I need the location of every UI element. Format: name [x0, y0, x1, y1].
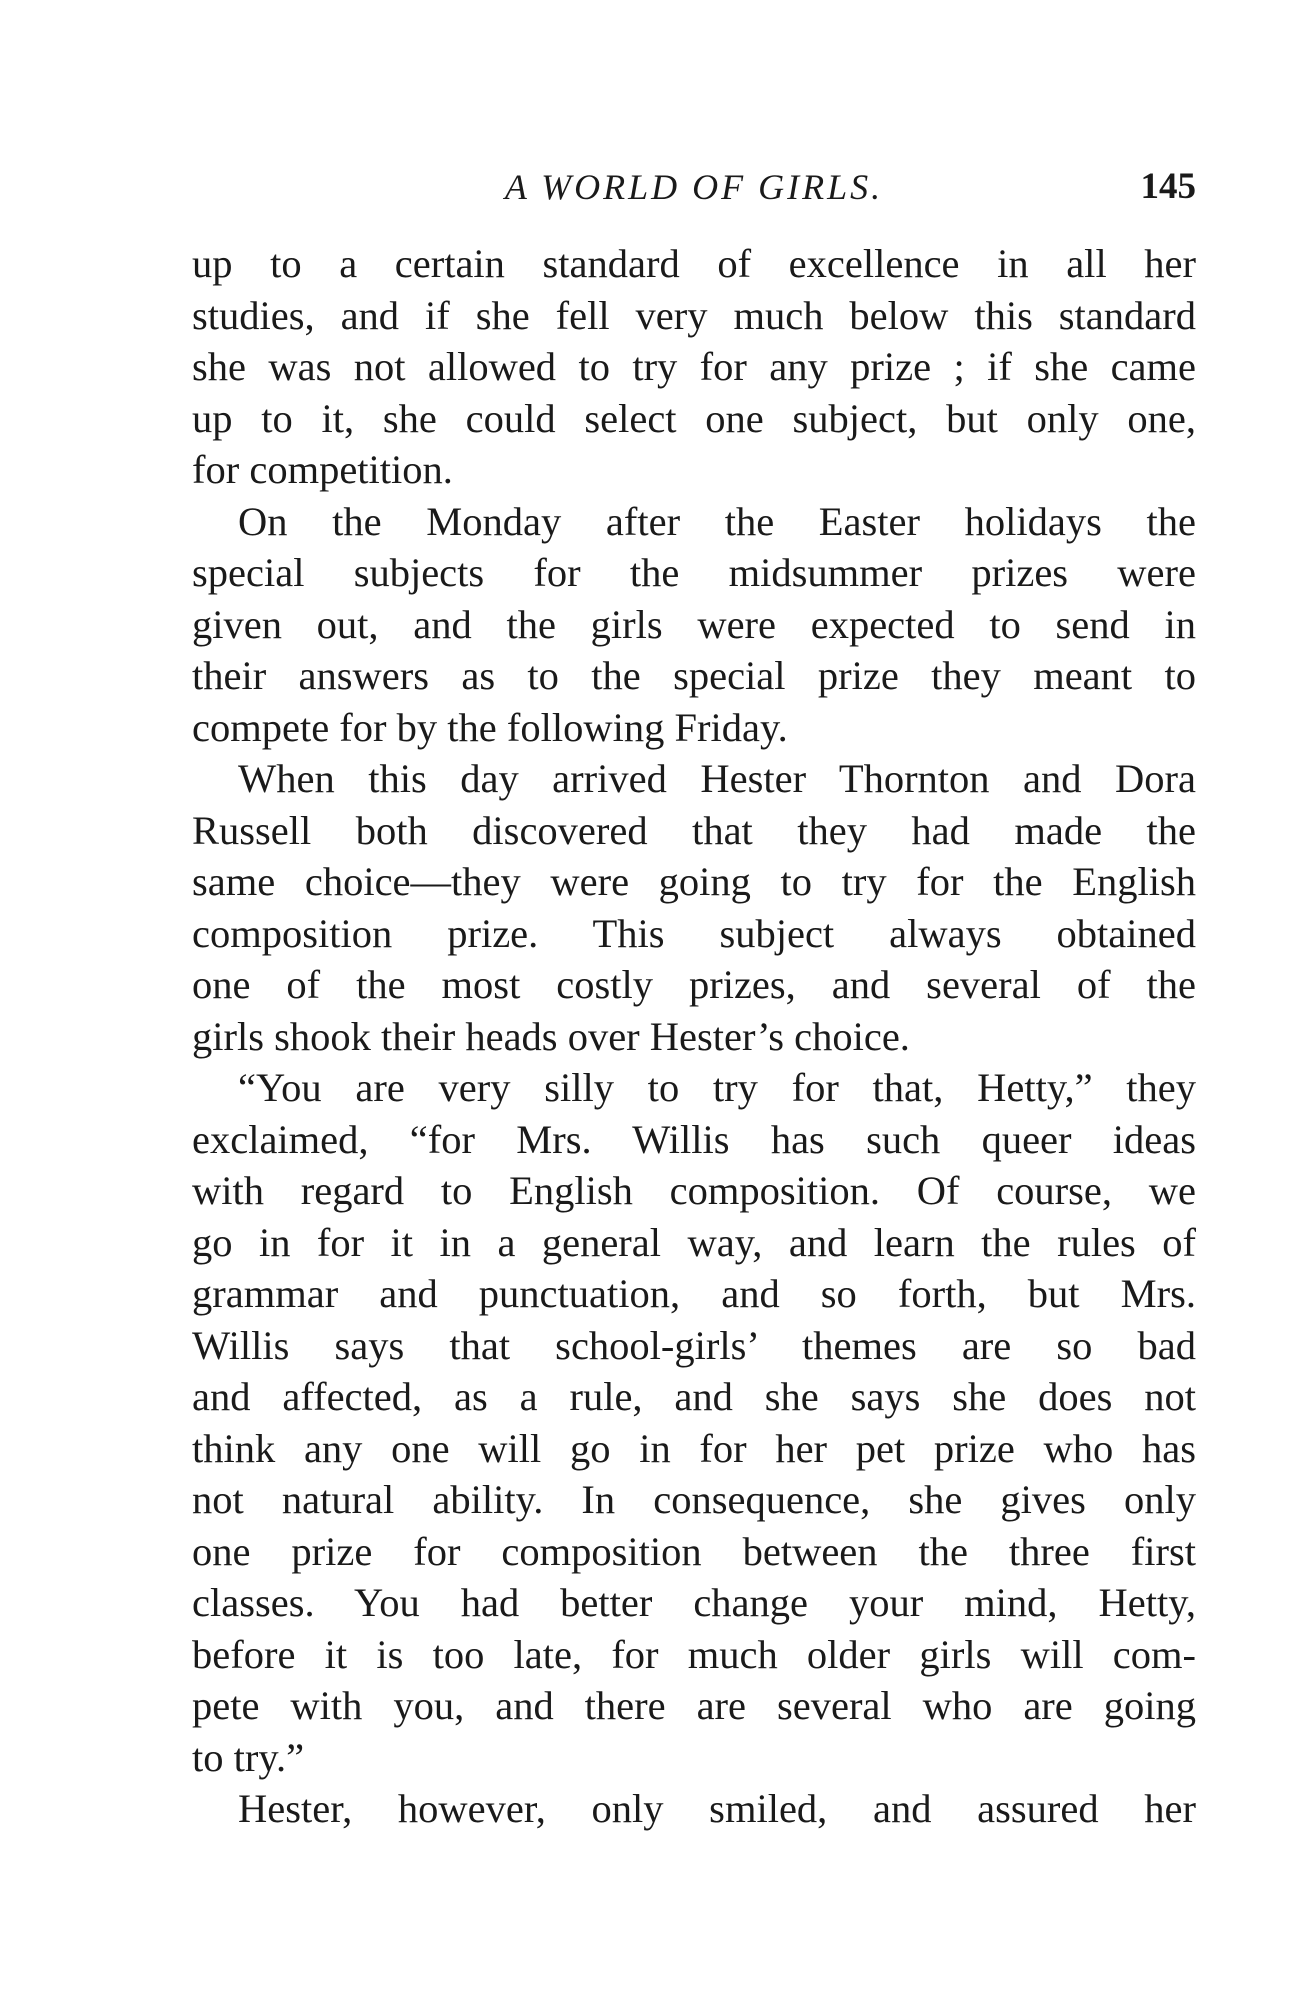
text-line: special subjects for the midsummer prizes were — [192, 550, 1196, 595]
text-line: grammar and punctuation, and so forth, but Mrs. — [192, 1271, 1196, 1316]
text-line: “You are very silly to try for that, Hetty,” they — [238, 1065, 1196, 1110]
text-line: given out, and the girls were expected to send in — [192, 601, 1196, 647]
text-line: and affected, as a rule, and she says she does not — [192, 1374, 1196, 1419]
text-line: to try.” — [192, 1734, 305, 1780]
text-line: for competition. — [192, 447, 453, 492]
text-line: studies, and if she fell very much below this standard — [192, 292, 1196, 338]
text-line: one prize for composition between the three first — [192, 1528, 1196, 1574]
text-line: think any one will go in for her pet prize who has — [192, 1425, 1196, 1471]
body-text — [192, 238, 1196, 1835]
text-line: Russell both discovered that they had made the — [192, 807, 1196, 853]
text-line: When this day arrived Hester Thornton and Dora — [238, 756, 1196, 801]
paragraph-5 — [192, 1783, 1196, 1835]
text-line: compete for by the following Friday. — [192, 704, 788, 750]
text-line: Willis says that school-girls’ themes are so bad — [192, 1322, 1196, 1368]
text-line: composition prize. This subject always obtained — [192, 910, 1196, 956]
text-line: up to a certain standard of excellence in all her — [192, 241, 1196, 286]
text-line: exclaimed, “for Mrs. Willis has such queer ideas — [192, 1116, 1196, 1162]
text-line: up to it, she could select one subject, but only one, — [192, 395, 1196, 441]
paragraph-1 — [192, 238, 1196, 496]
text-line: pete with you, and there are several who are going — [192, 1683, 1196, 1728]
text-line: Hester, however, only smiled, and assured her — [238, 1786, 1196, 1831]
page-number: 145 — [1140, 166, 1196, 207]
paragraph-4 — [192, 1062, 1196, 1783]
paragraph-2 — [192, 496, 1196, 754]
text-line: one of the most costly prizes, and several of the — [192, 962, 1196, 1007]
text-line: not natural ability. In consequence, she gives only — [192, 1477, 1196, 1522]
text-line: she was not allowed to try for any prize ; if she came — [192, 344, 1196, 389]
text-line: classes. You had better change your mind, Hetty, — [192, 1580, 1196, 1625]
text-line: go in for it in a general way, and learn the rules of — [192, 1219, 1196, 1265]
text-line: their answers as to the special prize they meant to — [192, 653, 1196, 698]
text-line: with regard to English composition. Of course, we — [192, 1168, 1196, 1213]
paragraph-3 — [192, 753, 1196, 1062]
text-line: same choice—they were going to try for the English — [192, 859, 1196, 904]
running-title: A WORLD OF GIRLS. — [504, 167, 884, 207]
text-line: On the Monday after the Easter holidays the — [238, 498, 1196, 544]
text-line: before it is too late, for much older girls will com- — [192, 1631, 1196, 1677]
text-line: girls shook their heads over Hester’s choice. — [192, 1013, 910, 1059]
running-head — [192, 162, 1196, 212]
